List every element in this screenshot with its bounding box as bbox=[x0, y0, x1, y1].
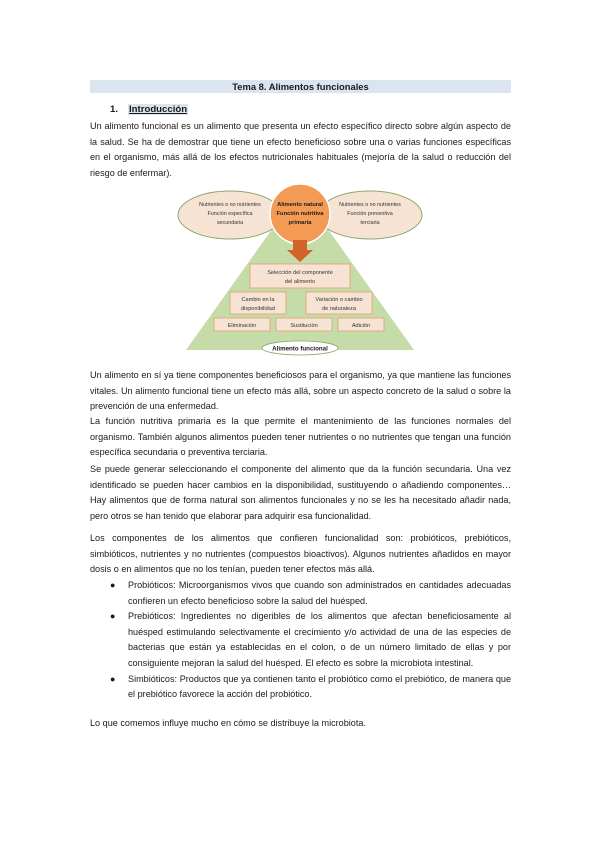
section-title: Introducción bbox=[129, 104, 188, 115]
center-circle-line-3: primaria bbox=[288, 220, 312, 226]
bullet-item-probioticos bbox=[90, 578, 511, 609]
paragraph-3: Se puede generar seleccionando el componente del alimento que da la función secundaria. Una vez identificado se pueden hacer cambios en la disponibilidad, sustituyendo o añadiendo componentes… Hay alimentos que de forma natural son alimentos funcionales y no se les ha necesitado añadir nada, pero otros se han tenido que elaborar para adquirir esa funcionalidad. bbox=[90, 464, 511, 521]
left-ellipse-line-2: Función específica bbox=[207, 211, 253, 217]
left-ellipse-line-3: secundaria bbox=[216, 220, 244, 226]
center-circle-line-2: Función nutritiva bbox=[276, 211, 324, 217]
paragraph-4: Los componentes de los alimentos que confieren funcionalidad son: probióticos, prebióticos, simbióticos, nutrientes y no nutrientes (compuestos bioactivos). Algunos nutrientes añadidos en mayor dosis o en alimentos que no los tenían, pueden tener efectos más allá. bbox=[90, 533, 511, 575]
bullet-icon: ● bbox=[110, 611, 116, 622]
left-ellipse-line-1: Nutrientes o no nutrientes bbox=[199, 202, 261, 208]
section-heading bbox=[110, 104, 188, 116]
section-number: 1. bbox=[110, 104, 119, 115]
bullet-text: Simbióticos: Productos que ya contienen tanto el probiótico como el prebiótico, de manera que el prebiótico favorece la acción del probiótico. bbox=[128, 673, 511, 700]
paragraph-2: La función nutritiva primaria es la que permite el mantenimiento de las funciones normales del organismo. También algunos alimentos pueden tener nutrientes o no nutrientes que tengan una función específica secundaria o preventiva terciaria. bbox=[90, 416, 511, 458]
availability-box-line-2: disponibilidad bbox=[241, 306, 275, 312]
bullet-item-prebioticos bbox=[90, 609, 511, 671]
right-ellipse-line-3: terciaria bbox=[360, 220, 380, 226]
closing-paragraph: Lo que comemos influye mucho en cómo se distribuye la microbiota. bbox=[90, 718, 366, 728]
bullet-icon: ● bbox=[110, 673, 116, 684]
functional-food-label: Alimento funcional bbox=[272, 345, 328, 353]
elimination-box-label: Eliminación bbox=[227, 323, 257, 329]
nature-box-line-2: de naturaleza bbox=[322, 306, 356, 312]
bullet-text: Probióticos: Microorganismos vivos que cuando son administrados en cantidades adecuadas confieren un efecto beneficioso sobre la salud del huésped. bbox=[128, 580, 511, 606]
substitution-box-label: Sustitución bbox=[290, 323, 318, 329]
functional-food-diagram bbox=[176, 180, 424, 360]
bullet-icon: ● bbox=[110, 580, 116, 590]
bullet-item-simbioticos bbox=[90, 672, 511, 703]
center-circle-line-1: Alimento natural bbox=[277, 202, 323, 208]
availability-box-line-1: Cambio en la bbox=[241, 297, 275, 303]
document-title: Tema 8. Alimentos funcionales bbox=[90, 80, 511, 93]
intro-paragraph: Un alimento funcional es un alimento que presenta un efecto específico directo sobre algún aspecto de la salud. Se ha de demostrar que tiene un efecto beneficioso sobre una o varias funciones específicas en el organismo, más allá de los efectos nutricionales habituales (mejoría de la salud o reducción del riesgo de enfermar). bbox=[90, 121, 511, 178]
right-ellipse-line-1: Nutrientes o no nutrientes bbox=[339, 202, 401, 208]
nature-box-line-1: Variación o cambio bbox=[315, 297, 363, 303]
selection-box-line-2: del alimento bbox=[284, 279, 316, 285]
selection-box-line-1: Selección del componente bbox=[267, 270, 333, 276]
bullet-list bbox=[90, 578, 511, 703]
addition-box-label: Adición bbox=[351, 323, 371, 329]
bullet-text: Prebióticos: Ingredientes no digeribles de los alimentos que afectan beneficiosamente al huésped estimulando selectivamente el crecimiento y/o actividad de una de las especies de bacterias que están ya establecidas en el colon, o de un número limitado de ellas y por consiguiente mejoran la salud del huésped. El efecto es sobre la microbiota intestinal. bbox=[128, 611, 511, 668]
right-ellipse-line-2: Función preventiva bbox=[347, 211, 393, 217]
paragraph-1: Un alimento en sí ya tiene componentes beneficiosos para el organismo, ya que mantiene las funciones vitales. Un alimento funcional tiene un efecto más allá, sobre un aspecto concreto de la salud o sobre la prevención de una enfermedad. bbox=[90, 370, 511, 412]
